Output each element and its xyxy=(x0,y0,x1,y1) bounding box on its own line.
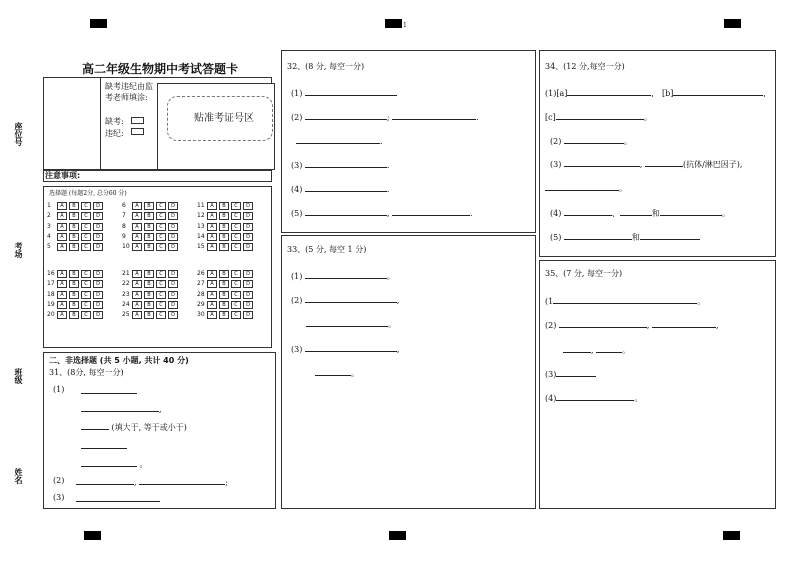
mc-option-bubble[interactable]: B xyxy=(144,280,154,288)
mc-option-bubble[interactable]: D xyxy=(168,270,178,278)
mc-question-number: 8 xyxy=(122,222,126,230)
q32-p4: (4) . xyxy=(291,182,389,195)
mc-option-bubble[interactable]: A xyxy=(57,212,67,220)
mc-option-bubble[interactable]: C xyxy=(231,280,241,288)
mc-question-23 xyxy=(122,290,180,298)
answer-blank[interactable] xyxy=(620,206,652,216)
mc-question-number: 10 xyxy=(122,243,130,251)
q31-p2: (2) xyxy=(53,476,65,485)
mc-option-bubble[interactable]: C xyxy=(156,212,166,220)
mc-option-bubble[interactable]: A xyxy=(207,212,217,220)
answer-blank[interactable] xyxy=(645,157,683,167)
section2-title: 二、非选择题 (共 5 小题, 共计 40 分) xyxy=(49,356,189,365)
answer-blank[interactable] xyxy=(660,206,722,216)
answer-blank[interactable] xyxy=(545,181,619,191)
q32-p1: (1) xyxy=(291,86,397,99)
mc-question-15 xyxy=(197,242,255,250)
q31-p3: (3) xyxy=(53,493,65,502)
mc-option-bubble[interactable]: C xyxy=(81,311,91,319)
mc-option-bubble[interactable]: A xyxy=(57,243,67,251)
mc-option-bubble[interactable]: B xyxy=(69,291,79,299)
mc-option-bubble[interactable]: D xyxy=(243,291,253,299)
mc-option-bubble[interactable]: C xyxy=(231,243,241,251)
mc-option-bubble[interactable]: B xyxy=(219,243,229,251)
mc-option-bubble[interactable]: D xyxy=(168,212,178,220)
absent-label: 缺考: xyxy=(105,117,124,126)
mc-option-bubble[interactable]: B xyxy=(144,233,154,241)
mc-option-bubble[interactable]: D xyxy=(93,212,103,220)
answer-blank[interactable] xyxy=(305,342,397,352)
period: 。 xyxy=(139,460,148,469)
mc-option-bubble[interactable]: D xyxy=(243,202,253,210)
answer-blank[interactable] xyxy=(564,134,624,144)
timing-mark xyxy=(724,19,741,28)
mc-question-number: 4 xyxy=(47,232,51,240)
violation-checkbox[interactable] xyxy=(131,128,144,135)
mc-question-number: 24 xyxy=(122,300,130,308)
mc-option-bubble[interactable]: C xyxy=(156,301,166,309)
q32-p3: (3) . xyxy=(291,158,389,171)
mc-option-bubble[interactable]: B xyxy=(69,311,79,319)
answer-blank[interactable] xyxy=(305,293,397,303)
answer-blank[interactable] xyxy=(596,343,622,353)
page-number: 1 xyxy=(403,22,407,29)
mc-option-bubble[interactable]: B xyxy=(69,301,79,309)
mc-question-8 xyxy=(122,222,180,230)
mc-option-bubble[interactable]: A xyxy=(207,233,217,241)
mc-question-28 xyxy=(197,290,255,298)
mc-option-bubble[interactable]: A xyxy=(207,223,217,231)
q33-p3-cont: 。 xyxy=(315,366,359,379)
mc-question-18 xyxy=(47,290,105,298)
mc-question-21 xyxy=(122,269,180,277)
mc-option-bubble[interactable]: D xyxy=(243,270,253,278)
mc-option-bubble[interactable]: B xyxy=(69,280,79,288)
mc-option-bubble[interactable]: D xyxy=(243,233,253,241)
mc-question-26 xyxy=(197,269,255,277)
mc-question-22 xyxy=(122,279,180,287)
mc-option-bubble[interactable]: C xyxy=(231,291,241,299)
mc-option-bubble[interactable]: D xyxy=(243,243,253,251)
answer-blank[interactable] xyxy=(305,110,387,120)
mc-option-bubble[interactable]: D xyxy=(243,212,253,220)
mc-question-number: 15 xyxy=(197,243,205,251)
mc-question-16 xyxy=(47,269,105,277)
mc-option-bubble[interactable]: D xyxy=(168,233,178,241)
mc-question-number: 3 xyxy=(47,222,51,230)
q35-p1: (1 。 xyxy=(545,294,705,307)
mc-header: 选择题 (每题2分, 总分60 分) xyxy=(49,190,127,197)
mc-option-bubble[interactable]: D xyxy=(168,243,178,251)
mc-question-number: 16 xyxy=(47,270,55,277)
q34-p1c: [c] 。 xyxy=(545,110,652,123)
mc-option-bubble[interactable]: C xyxy=(156,243,166,251)
mc-question-24 xyxy=(122,300,180,308)
mc-option-bubble[interactable]: A xyxy=(132,202,142,210)
mc-option-bubble[interactable]: D xyxy=(168,280,178,288)
mc-option-bubble[interactable]: B xyxy=(69,243,79,251)
mc-option-bubble[interactable]: A xyxy=(132,291,142,299)
mc-option-bubble[interactable]: C xyxy=(231,233,241,241)
mc-question-29 xyxy=(197,300,255,308)
mc-option-bubble[interactable]: B xyxy=(69,270,79,278)
mc-option-bubble[interactable]: D xyxy=(93,280,103,288)
mc-option-bubble[interactable]: D xyxy=(93,301,103,309)
mc-option-bubble[interactable]: B xyxy=(219,311,229,319)
mc-question-27 xyxy=(197,279,255,287)
class-label: 班级 xyxy=(14,368,23,384)
seat-label: 座位号 xyxy=(14,122,23,146)
mc-box xyxy=(43,186,272,348)
mc-option-bubble[interactable]: C xyxy=(81,202,91,210)
mc-option-bubble[interactable]: C xyxy=(81,223,91,231)
mc-question-number: 6 xyxy=(122,202,126,209)
mc-option-bubble[interactable]: C xyxy=(156,291,166,299)
answer-blank[interactable] xyxy=(305,158,387,168)
mc-option-bubble[interactable]: A xyxy=(57,223,67,231)
mc-question-number: 21 xyxy=(122,270,130,277)
page-title: 高二年级生物期中考试答题卡 xyxy=(82,62,239,76)
mc-option-bubble[interactable]: B xyxy=(219,270,229,278)
mc-option-bubble[interactable]: C xyxy=(81,280,91,288)
mc-option-bubble[interactable]: D xyxy=(93,291,103,299)
q32-p2-cont: . xyxy=(296,134,383,147)
q34-p5: (5) 和 xyxy=(550,230,700,243)
q35-p2: (2) , , xyxy=(545,318,719,331)
answer-blank[interactable] xyxy=(564,157,640,167)
q35-p4: (4) 。 xyxy=(545,391,642,404)
mc-question-number: 9 xyxy=(122,232,126,240)
fill-note: (填大于, 等于或小于) xyxy=(111,423,187,432)
mc-question-number: 1 xyxy=(47,202,51,209)
answer-blank[interactable] xyxy=(305,86,397,96)
mc-option-bubble[interactable]: C xyxy=(231,223,241,231)
mc-question-2 xyxy=(47,211,105,219)
q34-p1b: [b] , xyxy=(662,86,766,99)
mc-option-bubble[interactable]: A xyxy=(132,212,142,220)
mc-question-17 xyxy=(47,279,105,287)
q31-p1: (1) xyxy=(53,385,65,394)
mc-question-25 xyxy=(122,310,180,318)
answer-blank[interactable] xyxy=(567,86,651,96)
q35-p2-cont: , 。 xyxy=(563,343,630,356)
mc-option-bubble[interactable]: A xyxy=(132,270,142,278)
mc-question-number: 22 xyxy=(122,280,130,288)
mc-option-bubble[interactable]: A xyxy=(207,301,217,309)
mc-option-bubble[interactable]: B xyxy=(219,233,229,241)
mc-question-number: 23 xyxy=(122,290,130,298)
mc-question-number: 13 xyxy=(197,222,205,230)
q31-blank[interactable] xyxy=(81,457,148,470)
q35-p3: (3) xyxy=(545,367,596,380)
answer-blank[interactable] xyxy=(306,317,388,327)
q33-p1: (1) 。 xyxy=(291,269,395,282)
answer-blank[interactable] xyxy=(305,269,387,279)
mc-option-bubble[interactable]: B xyxy=(144,202,154,210)
mc-option-bubble[interactable]: B xyxy=(69,212,79,220)
timing-mark xyxy=(723,531,740,540)
mc-option-bubble[interactable]: B xyxy=(144,223,154,231)
answer-blank[interactable] xyxy=(559,318,647,328)
mc-option-bubble[interactable]: A xyxy=(132,301,142,309)
mc-option-bubble[interactable]: B xyxy=(144,243,154,251)
answer-blank[interactable] xyxy=(640,230,700,240)
mc-question-4 xyxy=(47,232,105,240)
notice-label: 注意事项: xyxy=(45,171,81,180)
q31-blank[interactable] xyxy=(81,439,127,452)
mc-option-bubble[interactable]: B xyxy=(219,280,229,288)
mc-option-bubble[interactable]: C xyxy=(231,270,241,278)
mc-option-bubble[interactable]: C xyxy=(156,270,166,278)
mc-question-6 xyxy=(122,201,180,209)
timing-mark xyxy=(389,531,406,540)
comma: , xyxy=(134,478,137,487)
mc-option-bubble[interactable]: C xyxy=(81,301,91,309)
answer-blank[interactable] xyxy=(563,343,591,353)
mc-option-bubble[interactable]: C xyxy=(81,233,91,241)
mc-option-bubble[interactable]: C xyxy=(231,311,241,319)
q33-p3: (3) , xyxy=(291,342,399,355)
mc-question-number: 17 xyxy=(47,280,55,288)
mc-option-bubble[interactable]: D xyxy=(93,270,103,278)
mc-question-30 xyxy=(197,310,255,318)
mc-question-19 xyxy=(47,300,105,308)
mc-question-10 xyxy=(122,242,180,250)
mc-question-9 xyxy=(122,232,180,240)
mc-option-bubble[interactable]: C xyxy=(231,212,241,220)
q34-p2: (2) 。 xyxy=(550,134,632,147)
q31-blank[interactable] xyxy=(81,384,137,397)
q34-box xyxy=(539,50,776,257)
q33-head: 33、(5 分, 每空 1 分) xyxy=(287,245,367,254)
mc-option-bubble[interactable]: B xyxy=(144,291,154,299)
mc-option-bubble[interactable]: D xyxy=(243,280,253,288)
mc-option-bubble[interactable]: D xyxy=(93,233,103,241)
mc-option-bubble[interactable]: C xyxy=(156,223,166,231)
mc-option-bubble[interactable]: D xyxy=(93,311,103,319)
q31-blank[interactable] xyxy=(76,475,228,488)
mc-option-bubble[interactable]: C xyxy=(231,301,241,309)
mc-question-number: 29 xyxy=(197,300,205,308)
mc-option-bubble[interactable]: D xyxy=(93,223,103,231)
answer-blank[interactable] xyxy=(315,366,351,376)
mc-option-bubble[interactable]: A xyxy=(132,243,142,251)
mc-option-bubble[interactable]: A xyxy=(132,280,142,288)
q34-p1: (1)[a] , xyxy=(545,86,654,99)
answer-blank[interactable] xyxy=(556,367,596,377)
answer-blank[interactable] xyxy=(652,318,716,328)
mc-option-bubble[interactable]: B xyxy=(144,311,154,319)
q31-blank[interactable] xyxy=(76,492,160,505)
answer-blank[interactable] xyxy=(392,110,476,120)
answer-blank[interactable] xyxy=(296,134,380,144)
comma: , xyxy=(159,405,162,414)
mc-question-number: 27 xyxy=(197,280,205,288)
mc-option-bubble[interactable]: A xyxy=(207,311,217,319)
mc-question-5 xyxy=(47,242,105,250)
mc-option-bubble[interactable]: C xyxy=(231,202,241,210)
mc-question-number: 25 xyxy=(122,311,130,319)
mc-question-1 xyxy=(47,201,105,209)
mc-question-number: 30 xyxy=(197,311,205,319)
mc-option-bubble[interactable]: C xyxy=(81,243,91,251)
mc-option-bubble[interactable]: D xyxy=(243,311,253,319)
mc-option-bubble[interactable]: D xyxy=(168,301,178,309)
mc-option-bubble[interactable]: A xyxy=(57,270,67,278)
absent-note: 缺考违纪由监 xyxy=(105,82,153,91)
mc-option-bubble[interactable]: A xyxy=(207,291,217,299)
mc-option-bubble[interactable]: D xyxy=(168,202,178,210)
mc-question-number: 11 xyxy=(197,202,205,209)
mc-option-bubble[interactable]: B xyxy=(69,223,79,231)
violation-label: 违纪: xyxy=(105,129,124,138)
mc-option-bubble[interactable]: C xyxy=(81,270,91,278)
q33-p2: (2) , xyxy=(291,293,399,306)
room-label: 考场 xyxy=(14,242,23,258)
mc-option-bubble[interactable]: C xyxy=(156,233,166,241)
answer-blank[interactable] xyxy=(556,110,644,120)
mc-option-bubble[interactable]: A xyxy=(207,243,217,251)
mc-option-bubble[interactable]: B xyxy=(69,202,79,210)
mc-option-bubble[interactable]: D xyxy=(243,301,253,309)
q34-p3-cont: 。 xyxy=(545,181,627,194)
mc-option-bubble[interactable]: A xyxy=(57,280,67,288)
mc-option-bubble[interactable]: A xyxy=(57,291,67,299)
mc-option-bubble[interactable]: B xyxy=(144,270,154,278)
mc-option-bubble[interactable]: B xyxy=(219,212,229,220)
absent-checkbox[interactable] xyxy=(131,117,144,124)
mc-option-bubble[interactable]: B xyxy=(144,212,154,220)
mc-question-13 xyxy=(197,222,255,230)
mc-option-bubble[interactable]: B xyxy=(219,223,229,231)
mc-question-number: 26 xyxy=(197,270,205,277)
mc-question-number: 5 xyxy=(47,243,51,251)
mc-option-bubble[interactable]: D xyxy=(168,311,178,319)
q34-head: 34、(12 分,每空一分) xyxy=(545,62,625,71)
answer-blank[interactable] xyxy=(392,206,470,216)
mc-option-bubble[interactable]: C xyxy=(156,202,166,210)
answer-blank[interactable] xyxy=(553,294,697,304)
q32-p5: (5) , . xyxy=(291,206,473,219)
timing-mark xyxy=(385,19,402,28)
mc-option-bubble[interactable]: A xyxy=(132,223,142,231)
mc-option-bubble[interactable]: A xyxy=(57,311,67,319)
mc-option-bubble[interactable]: B xyxy=(219,202,229,210)
mc-option-bubble[interactable]: A xyxy=(207,270,217,278)
answer-blank[interactable] xyxy=(305,182,387,192)
answer-blank[interactable] xyxy=(673,86,763,96)
mc-question-11 xyxy=(197,201,255,209)
q32-p2: (2) ; . xyxy=(291,110,479,123)
mc-question-number: 7 xyxy=(122,212,126,220)
mc-option-bubble[interactable]: D xyxy=(93,202,103,210)
mc-option-bubble[interactable]: B xyxy=(144,301,154,309)
mc-option-bubble[interactable]: B xyxy=(219,291,229,299)
mc-question-7 xyxy=(122,211,180,219)
q34-p4: (4) 、 和 。 xyxy=(550,206,730,219)
mc-question-3 xyxy=(47,222,105,230)
name-label: 姓名 xyxy=(14,468,23,484)
mc-option-bubble[interactable]: A xyxy=(132,311,142,319)
barcode-label: 贴准考证号区 xyxy=(194,113,254,124)
mc-question-number: 14 xyxy=(197,232,205,240)
q32-head: 32、(8 分, 每空一分) xyxy=(287,62,365,71)
answer-blank[interactable] xyxy=(564,206,612,216)
q31-head: 31、(8分, 每空一分) xyxy=(49,368,124,377)
mc-question-number: 12 xyxy=(197,212,205,220)
timing-mark xyxy=(90,19,107,28)
mc-option-bubble[interactable]: D xyxy=(168,291,178,299)
mc-option-bubble[interactable]: B xyxy=(219,301,229,309)
timing-mark xyxy=(84,531,101,540)
mc-option-bubble[interactable]: D xyxy=(243,223,253,231)
photo-divider xyxy=(100,77,101,170)
answer-blank[interactable] xyxy=(305,206,387,216)
mc-option-bubble[interactable]: D xyxy=(168,223,178,231)
q35-head: 35、(7 分, 每空一分) xyxy=(545,269,623,278)
absent-note-2: 考老师填涂: xyxy=(105,93,148,102)
mc-option-bubble[interactable]: A xyxy=(207,280,217,288)
mc-option-bubble[interactable]: A xyxy=(207,202,217,210)
mc-option-bubble[interactable]: C xyxy=(156,311,166,319)
mc-question-14 xyxy=(197,232,255,240)
mc-option-bubble[interactable]: A xyxy=(57,202,67,210)
q31-blank[interactable] xyxy=(81,402,162,415)
mc-question-number: 18 xyxy=(47,290,55,298)
mc-option-bubble[interactable]: C xyxy=(81,291,91,299)
q34-p3: (3) , (抗体/淋巴因子), xyxy=(550,157,742,170)
mc-question-number: 19 xyxy=(47,300,55,308)
answer-blank[interactable] xyxy=(564,230,632,240)
mc-option-bubble[interactable]: A xyxy=(132,233,142,241)
mc-question-number: 2 xyxy=(47,212,51,220)
mc-option-bubble[interactable]: C xyxy=(81,212,91,220)
q33-p2-cont: 。 xyxy=(306,317,396,330)
semicolon: ; xyxy=(225,478,228,487)
mc-question-number: 20 xyxy=(47,311,55,319)
mc-question-number: 28 xyxy=(197,290,205,298)
mc-question-12 xyxy=(197,211,255,219)
q31-blank[interactable] xyxy=(81,420,187,433)
mc-question-20 xyxy=(47,310,105,318)
mc-option-bubble[interactable]: A xyxy=(57,233,67,241)
mc-option-bubble[interactable]: B xyxy=(69,233,79,241)
answer-blank[interactable] xyxy=(556,391,634,401)
mc-option-bubble[interactable]: D xyxy=(93,243,103,251)
mc-option-bubble[interactable]: A xyxy=(57,301,67,309)
mc-option-bubble[interactable]: C xyxy=(156,280,166,288)
